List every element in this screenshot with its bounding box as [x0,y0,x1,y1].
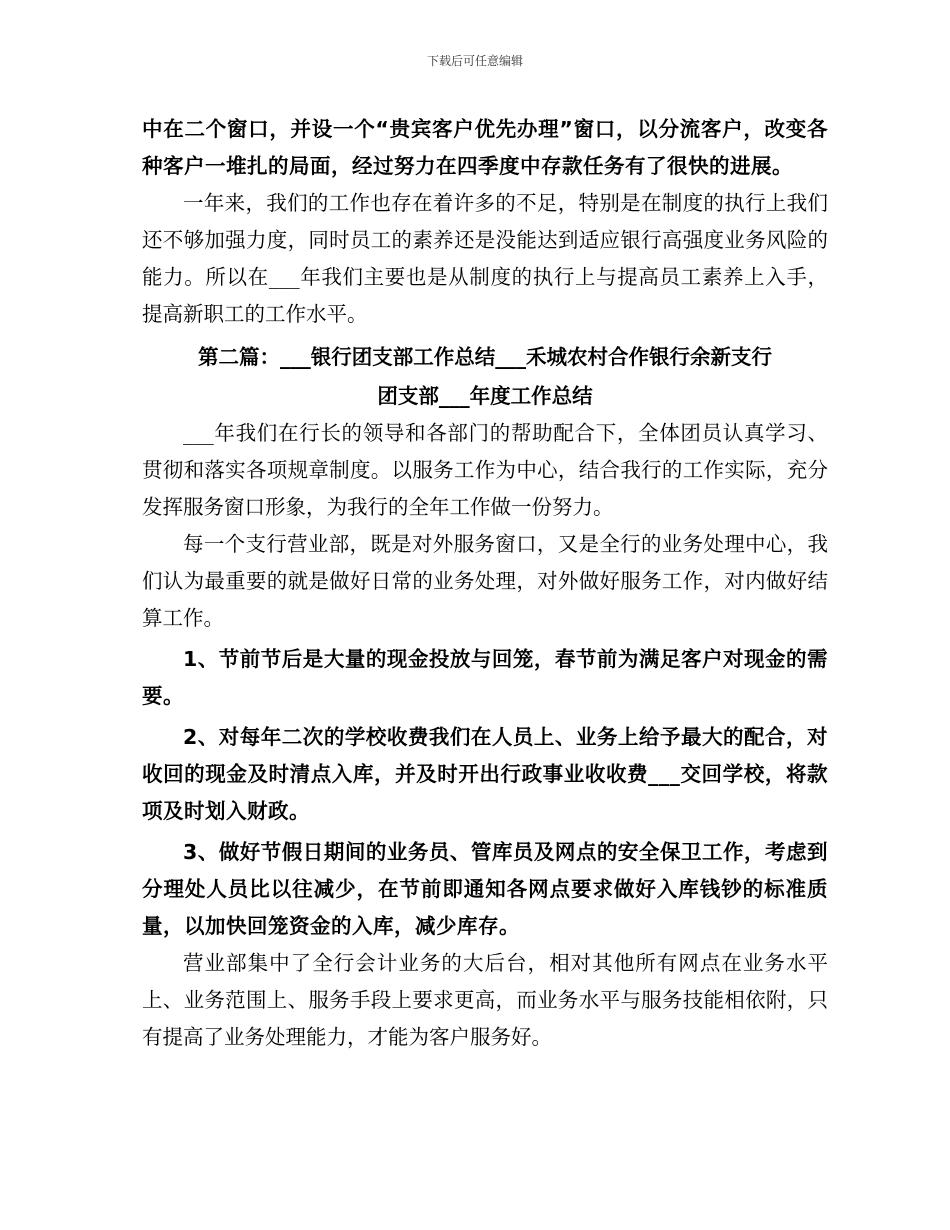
section-heading-line-1: 第二篇：___银行团支部工作总结___禾城农村合作银行余新支行 [198,345,772,369]
document-body [142,111,828,1056]
section-heading-line-2: 团支部___年度工作总结 [377,384,593,408]
paragraph-5: 营业部集中了全行会计业务的大后台，相对其他所有网点在业务水平上、业务范围上、服务手段上要求更高，而业务水平与服务技能相依附，只有提高了业务处理能力，才能为客户服务好。 [142,951,828,1049]
paragraph-1: 中在二个窗口，并设一个“贵宾客户优先办理”窗口，以分流客户，改变各种客户一堆扎的局面，经过努力在四季度中存款任务有了很快的进展。 [142,117,828,178]
list-item-2: 2、对每年二次的学校收费我们在人员上、业务上给予最大的配合，对收回的现金及时清点入库，并及时开出行政事业收收费___交回学校，将款项及时划入财政。 [142,725,828,823]
paragraph-2: 一年来，我们的工作也存在着许多的不足，特别是在制度的执行上我们还不够加强力度，同时员工的素养还是没能达到适应银行高强度业务风险的能力。所以在___年我们主要也是从制度的执行上与提高员工素养上入手，提高新职工的工作水平。 [142,191,828,326]
list-item-1: 1、节前节后是大量的现金投放与回笼，春节前为满足客户对现金的需要。 [142,647,828,708]
spacer [142,333,828,337]
paragraph-4: 每一个支行营业部，既是对外服务窗口，又是全行的业务处理中心，我们认为最重要的就是做好日常的业务处理，对外做好服务工作，对内做好结算工作。 [142,532,828,630]
paragraph-3: ___年我们在行长的领导和各部门的帮助配合下，全体团员认真学习、贯彻和落实各项规章制度。以服务工作为中心，结合我行的工作实际，充分发挥服务窗口形象，为我行的全年工作做一份努力。 [142,421,828,519]
list-item-3: 3、做好节假日期间的业务员、管库员及网点的安全保卫工作，考虑到分理处人员比以往减少，在节前即通知各网点要求做好入库钱钞的标准质量，以加快回笼资金的入库，减少库存。 [142,840,828,938]
page-header: 下载后可任意编辑 [426,54,523,68]
